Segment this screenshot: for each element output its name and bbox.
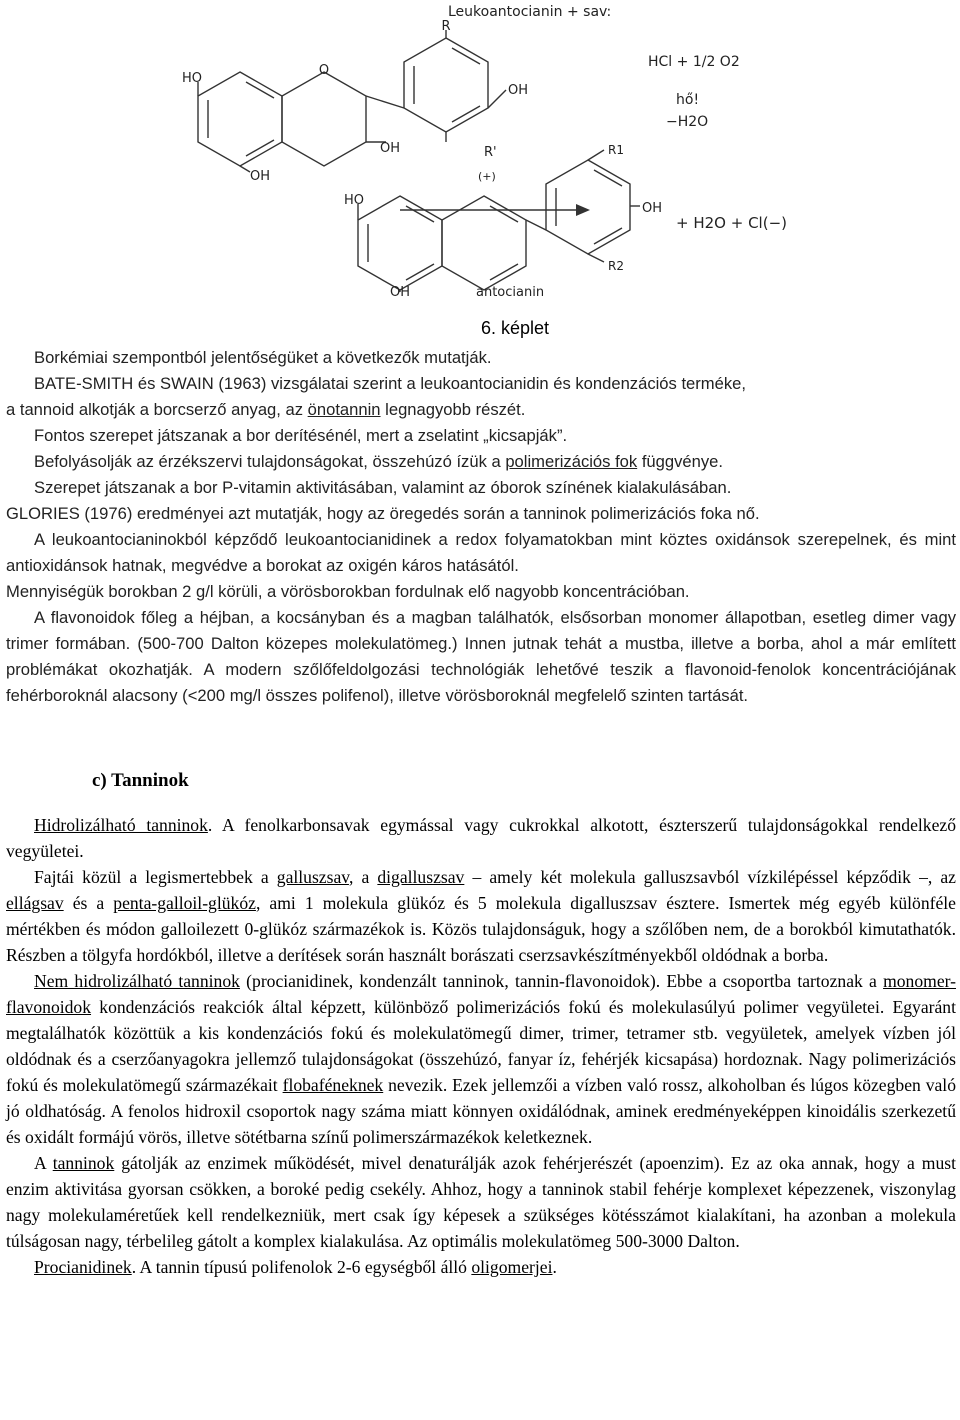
- link-digalluszsav[interactable]: digalluszsav: [377, 867, 465, 887]
- arrow-head: [576, 204, 590, 216]
- label-antocianin: antocianin: [476, 285, 545, 300]
- intro-line-8: A leukoantocianinokból képződő leukoantocianidinek a redox folyamatokban mint köztes oxidánsok szerepelnek, és mint antioxidánsok hatnak, megvédve a borokat az oxigén káros hatásától.: [6, 530, 956, 575]
- ring-b: [404, 38, 488, 132]
- tannins-paragraph-3: Nem hidrolizálható tanninok (procianidinek, kondenzált tanninok, tannin-flavonoidok). Ebbe a csoportba tartoznak a monomer-flavonoidok kondenzációs reakciók által képzett, különböző polimerizációs fokú és molekulasúlyú polimer vegyületei. Egyaránt megtalálhatók közöttük a kis kondenzációs fokú és molekulatömegű dimer, trimer, tetramer stb. vegyületek, amelyek vízben jól oldódnak és a cserzőanyagokra jellemző tulajdonságokat (összehúzó, fanyar íz, fehérjék kicsapása) hordoznak. Nagy polimerizációs fokú és molekulatömegű származékait flobaféneknek nevezik. Ezek jellemzői a vízben való rossz, alkoholban és lúgos közegben való jó oldhatóság. A fenolos hidroxil csoportok nagy száma miatt könnyen oxidálódnak, aminek eredményeképpen kinoidális szerkezetű és oxidált formájú vörös, illetve sötétbarna színű polimerszármazékok keletkeznek.: [6, 971, 956, 1147]
- section-heading: c) Tanninok: [92, 770, 189, 791]
- ring-c: [282, 72, 366, 166]
- label-plus: (+): [478, 170, 496, 183]
- label-product-oh-b: OH: [642, 201, 663, 216]
- reagent-line-2: hő!: [676, 92, 700, 108]
- intro-line-6: Szerepet játszanak a bor P-vitamin aktivitásában, valamint az óborok színének kialakulásában.: [34, 478, 732, 497]
- label-oh-b: OH: [508, 83, 529, 98]
- link-ellagsav[interactable]: ellágsav: [6, 893, 64, 913]
- reaction-scheme: [0, 0, 960, 300]
- product-ring-b: [546, 160, 630, 254]
- link-hidrolizalhato-tanninok[interactable]: Hidrolizálható tanninok: [34, 815, 208, 835]
- intro-line-2: BATE-SMITH és SWAIN (1963) vizsgálatai szerint a leukoantocianidin és kondenzációs terméke,: [34, 374, 746, 393]
- tannins-paragraph-5: Procianidinek. A tannin típusú polifenolok 2-6 egységből álló oligomerjei.: [34, 1257, 557, 1277]
- label-oh-a: OH: [250, 169, 271, 184]
- label-ho: HO: [182, 71, 203, 86]
- byproducts: + H2O + Cl(−): [676, 214, 787, 232]
- label-r1: R1: [608, 143, 624, 157]
- label-r: R: [441, 19, 451, 34]
- link-flobafeneknek[interactable]: flobaféneknek: [282, 1075, 384, 1095]
- intro-line-9: Mennyiségük borokban 2 g/l körüli, a vörösborokban fordulnak elő nagyobb koncentrációban.: [6, 582, 690, 601]
- ring-a: [198, 72, 282, 166]
- link-galluszsav[interactable]: galluszsav: [276, 867, 349, 887]
- reaction-diagram: [0, 0, 960, 300]
- link-tanninok[interactable]: tanninok: [52, 1153, 115, 1173]
- label-product-oh-a: OH: [389, 285, 411, 300]
- tannins-paragraph-4: A tanninok gátolják az enzimek működését, mivel denaturálják azok fehérjerészét (apoenzim). Ez az oka annak, hogy a must enzim aktivitása gyorsan csökken, a boroké pedig csekély. Ahhoz, hogy a tanninok stabil fehérje komplexet képezzenek, viszonylag nagy molekulaméretűek kell rendelkezniük, mert csak így képesek a szükséges kötésszámot kialakítani, ha azonban a molekula túlságosan nagy, térbelileg gátolt a komplex kialakulása. Az optimális molekulatömeg 500-3000 Dalton.: [6, 1153, 956, 1251]
- label-r-prime: R': [484, 145, 497, 160]
- label-r2: R2: [608, 259, 624, 273]
- link-monomer-flavonoidok[interactable]: monomer-flavonoidok: [6, 971, 956, 1017]
- link-penta-galloil-glukoz[interactable]: penta-galloil-glükóz: [113, 893, 256, 913]
- intro-line-7: GLORIES (1976) eredményei azt mutatják, hogy az öregedés során a tanninok polimerizációs foka nő.: [6, 504, 760, 523]
- intro-line-4: Fontos szerepet játszanak a bor derítésénél, mert a zselatint „kicsapják”.: [34, 426, 568, 445]
- tannins-paragraph-1: Hidrolizálható tanninok. A fenolkarbonsavak egymással vagy cukrokkal alkotott, észterszerű tulajdonságokkal rendelkező vegyületei.: [6, 815, 957, 861]
- figure-caption: [0, 318, 960, 344]
- link-polimerizacios-fok[interactable]: polimerizációs fok: [505, 452, 638, 471]
- tannins-paragraph-2: Fajtái közül a legismertebbek a galluszsav, a digalluszsav – amely két molekula galluszsavból vízkilépéssel képződik –, az ellágsav és a penta-galloil-glükóz, ami 1 molekula glükóz és 5 molekula digalluszsav észtere. Ismertek még egyéb különféle mértékben és módon galloilezett 0-glükóz származékok is. Közös tulajdonságuk, hogy a szőlőben nem, de a borokból kimutathatók. Részben a tölgyfa hordókból, illetve a derítések során használt borászati cserzsavkészítményekből oldódnak a borba.: [6, 867, 956, 965]
- reagent-line-3: −H2O: [666, 114, 709, 130]
- label-o: O: [318, 63, 330, 78]
- link-nem-hidrolizalhato[interactable]: Nem hidrolizálható tanninok: [34, 971, 240, 991]
- intro-block: [6, 345, 956, 709]
- label-product-ho: HO: [344, 193, 365, 208]
- intro-line-10: A flavonoidok főleg a héjban, a kocsányban és a magban találhatók, elsősorban monomer állapotban, esetleg dimer vagy trimer formában. (500-700 Dalton közepes molekulatömeg.) Innen jutnak tehát a mustba, illetve a borba, ahol a már említett problémákat okozhatják. A modern szőlőfeldolgozási technológiák lehetővé teszik a flavonoid-fenolok koncentrációjának fehérboroknál alacsony (<200 mg/l összes polifenol), illetve vörösboroknál megfelelő szinten tartását.: [6, 608, 956, 705]
- reagent-line-1: HCl + 1/2 O2: [648, 54, 740, 70]
- caption-text: 6. képlet: [480, 318, 550, 338]
- intro-line-3: a tannoid alkotják a borcserző anyag, az önotannin legnagyobb részét.: [6, 400, 526, 419]
- label-oh-c: OH: [380, 141, 401, 156]
- tannins-block: [6, 812, 956, 1280]
- intro-line-5: Befolyásolják az érzékszervi tulajdonságokat, összehúzó ízük a polimerizációs fok függvénye.: [34, 452, 723, 471]
- link-onotannin[interactable]: önotannin: [307, 400, 381, 419]
- link-oligomerjei[interactable]: oligomerjei: [471, 1257, 553, 1277]
- scheme-title: Leukoantocianin + sav:: [448, 4, 612, 20]
- intro-line-1: Borkémiai szempontból jelentőségüket a következők mutatják.: [34, 348, 492, 367]
- link-procianidinek[interactable]: Procianidinek: [34, 1257, 132, 1277]
